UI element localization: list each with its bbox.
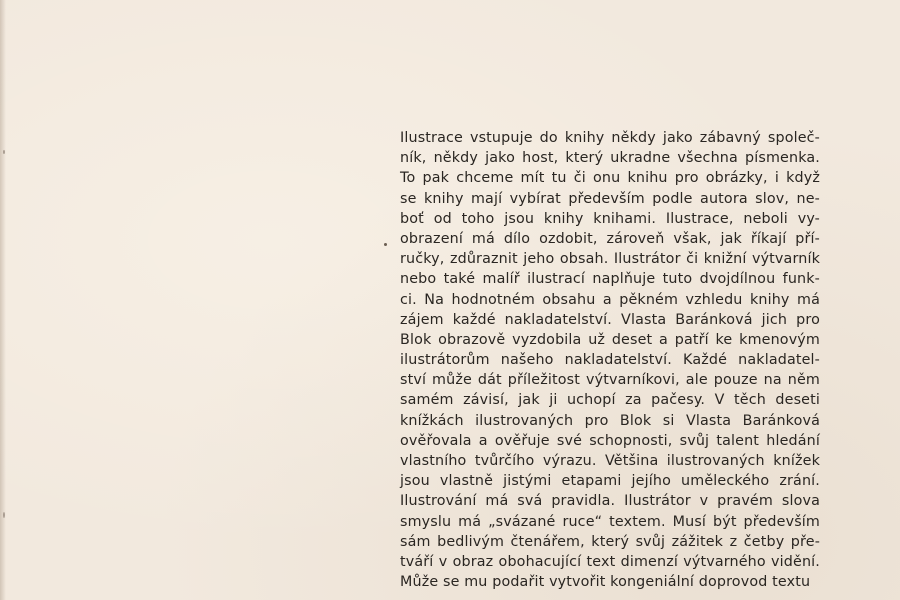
paper-speck [3,150,5,154]
text-line: Blok obrazově vyzdobila už deset a patří ke kmenovým [400,331,820,348]
text-line: ilustrátorům našeho nakladatelství. Každé nakladatel- [400,352,820,369]
text-line: obrazení má dílo ozdobit, zároveň však, jak říkají pří- [400,230,820,247]
paper-speck [384,243,387,246]
text-line: boť od toho jsou knihy knihami. Ilustrace, neboli vy- [400,210,820,227]
text-line: To pak chceme mít tu či onu knihu pro obrázky, i když [400,170,820,187]
text-line: tváří v obraz obohacující text dimenzí výtvarného vidění. [400,553,820,570]
paper-speck [3,512,5,518]
text-line: se knihy mají vybírat především podle autora slov, ne- [400,190,820,207]
text-line: ství může dát příležitost výtvarníkovi, ale pouze na něm [400,372,820,389]
text-line: ník, někdy jako host, který ukradne všechna písmenka. [400,150,820,167]
body-text [400,128,820,592]
page-binding-edge [0,0,6,600]
text-line: ověřovala a ověřuje své schopnosti, svůj talent hledání [400,432,820,449]
text-line: knížkách ilustrovaných pro Blok si Vlasta Baránková [400,412,820,429]
text-line: vlastního tvůrčího výrazu. Většina ilustrovaných knížek [400,453,820,469]
text-line: ci. Na hodnotném obsahu a pěkném vzhledu knihy má [400,291,820,308]
text-line: samém závisí, jak ji uchopí za pačesy. V těch deseti [400,392,820,409]
text-line: Může se mu podařit vytvořit kongeniální doprovod textu [400,574,811,591]
text-line: smyslu má „svázané ruce“ textem. Musí být především [400,513,820,530]
text-line: Ilustrování má svá pravidla. Ilustrátor v pravém slova [400,493,820,510]
text-line: ručky, zdůraznit jeho obsah. Ilustrátor či knižní výtvarník [400,251,820,268]
text-line: sám bedlivým čtenářem, který svůj zážitek z četby pře- [400,533,820,550]
text-line: Ilustrace vstupuje do knihy někdy jako zábavný společ- [400,130,820,146]
text-line: nebo také malíř ilustrací naplňuje tuto dvojdílnou funk- [400,271,820,288]
text-line: jsou vlastně jistými etapami jejího uměleckého zrání. [400,473,820,490]
text-line: zájem každé nakladatelství. Vlasta Baránková jich pro [400,311,820,328]
